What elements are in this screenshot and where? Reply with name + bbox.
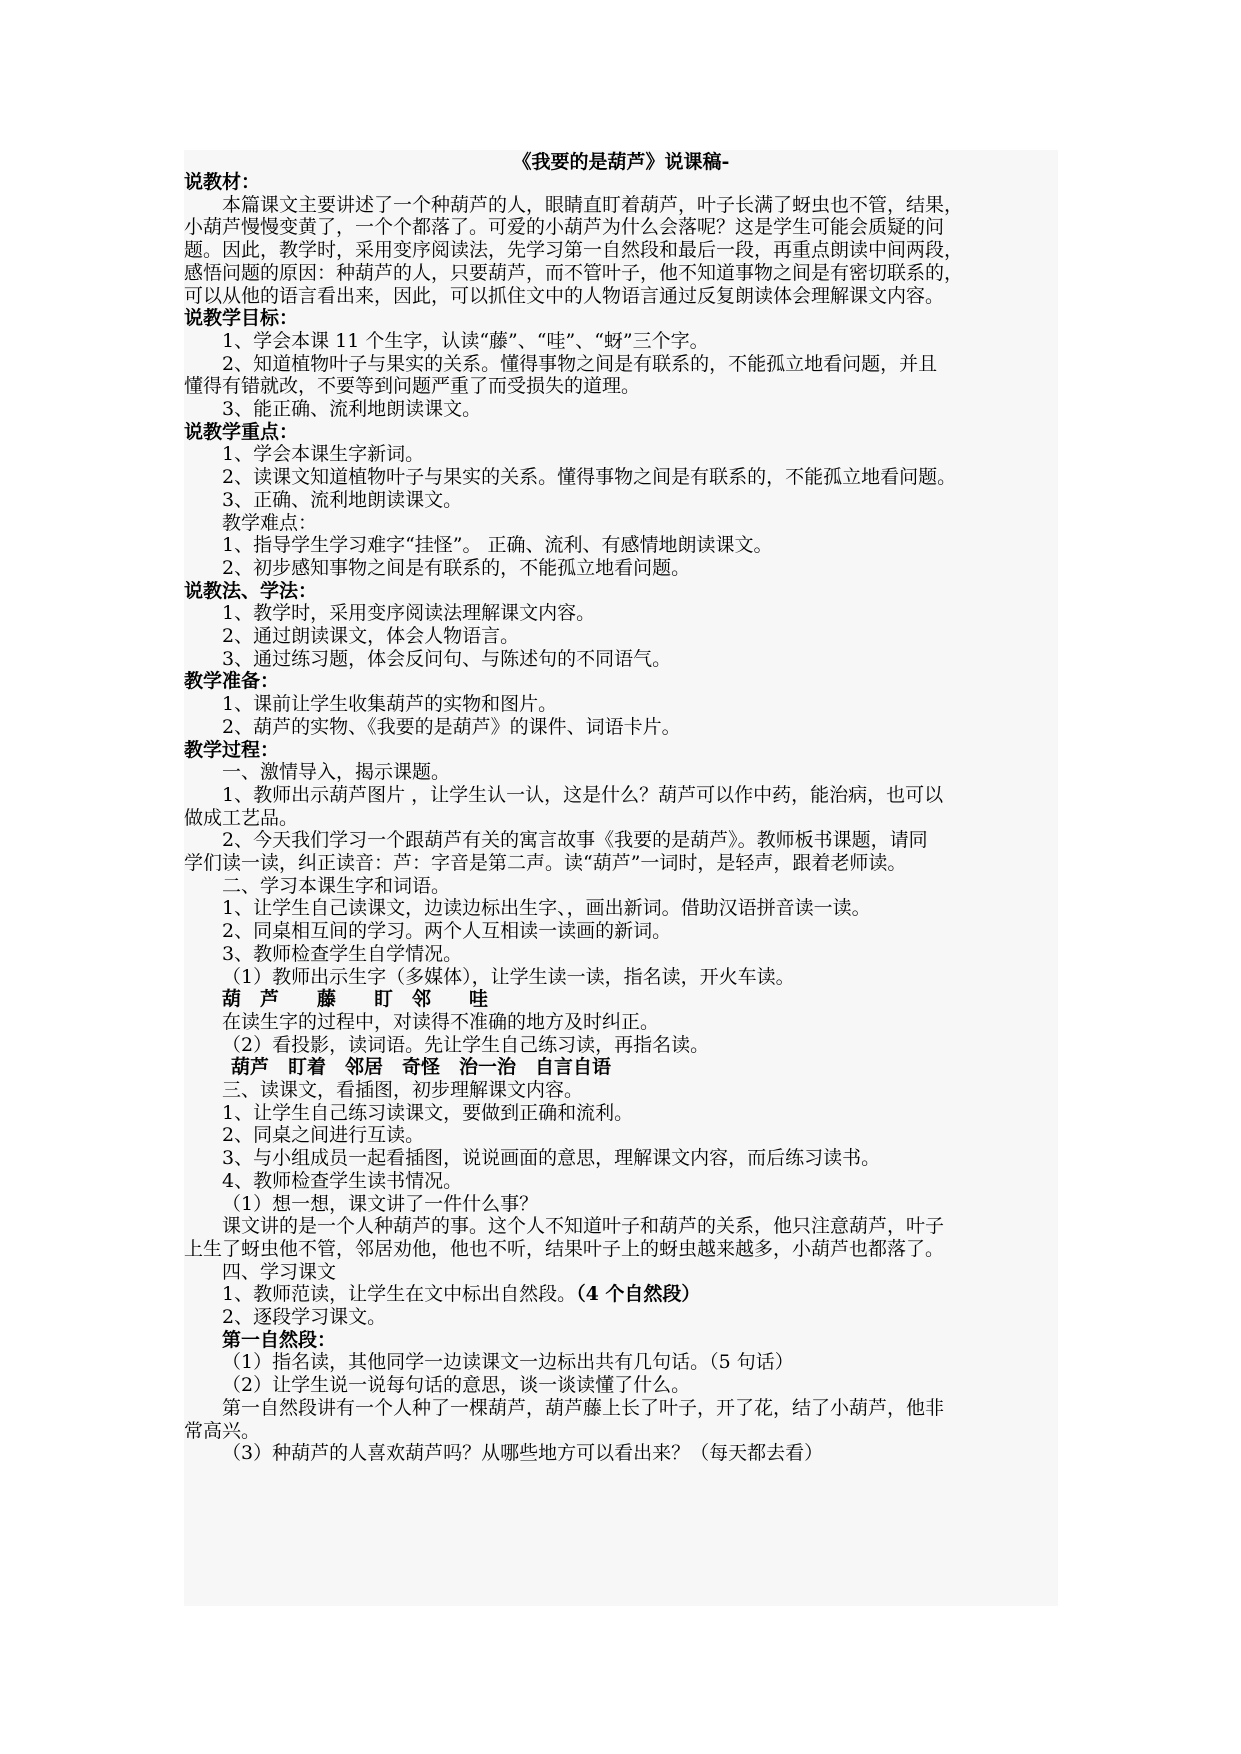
line-text: 说教法、学法： [184, 579, 318, 602]
paragraph-line [184, 1237, 1058, 1261]
line-text: 1、学会本课 11 个生字，认读“藤”、“哇”、“蚜”三个字。 [222, 329, 709, 352]
line-text: 2、通过朗读课文，体会人物语言。 [222, 625, 520, 647]
line-text: 3、通过练习题，体会反问句、与陈述句的不同语气。 [222, 647, 672, 670]
paragraph-line [184, 1169, 1058, 1193]
line-text: 葫芦 盯着 邻居 奇怪 治一治 自言自语 [231, 1056, 612, 1079]
paragraph-line [184, 261, 1058, 285]
line-text: 2、逐段学习课文。 [222, 1306, 387, 1328]
paragraph-line [184, 1419, 1058, 1443]
document-page [184, 150, 1058, 1606]
line-text: 2、同桌之间进行互读。 [222, 1124, 425, 1147]
paragraph-line [184, 1123, 1058, 1147]
line-text: （3）种葫芦的人喜欢葫芦吗？从哪些地方可以看出来？（每天都去看） [222, 1442, 824, 1465]
paragraph-line [184, 374, 1058, 398]
line-text: 3、教师检查学生自学情况。 [222, 942, 463, 965]
paragraph-line [184, 284, 1058, 308]
line-text: 1、教学时，采用变序阅读法理解课文内容。 [222, 602, 596, 625]
paragraph-line [184, 692, 1058, 716]
line-text: 感悟问题的原因：种葫芦的人，只要葫芦，而不管叶子，他不知道事物之间是有密切联系的， [184, 261, 964, 284]
paragraph-line [184, 715, 1058, 739]
line-text: 2、同桌相互间的学习。两个人互相读一读画的新词。 [222, 920, 672, 943]
line-text: 题。因此，教学时，采用变序阅读法，先学习第一自然段和最后一段，再重点朗读中间两段， [184, 239, 964, 262]
line-text: 四、学习课文 [222, 1260, 337, 1283]
paragraph-line [184, 942, 1058, 966]
section-heading [184, 738, 1058, 762]
paragraph-line [184, 896, 1058, 920]
line-text: 上生了蚜虫他不管，邻居劝他，他也不听，结果叶子上的蚜虫越来越多，小葫芦也都落了。 [184, 1237, 945, 1260]
bold-word-list [184, 1055, 1058, 1079]
line-text: 小葫芦慢慢变黄了，一个个都落了。可爱的小葫芦为什么会落呢？这是学生可能会质疑的问 [184, 216, 945, 239]
line-text: 1、学会本课生字新词。 [222, 443, 425, 466]
line-text: 说教学目标： [184, 307, 299, 330]
line-text: （2）看投影，读词语。先让学生自己练习读，再指名读。 [222, 1033, 710, 1056]
paragraph-line [184, 874, 1058, 898]
paragraph-line [184, 329, 1058, 353]
line-text: 1、让学生自己读课文，边读边标出生字、，画出新词。借助汉语拼音读一读。 [222, 897, 871, 920]
line-text: 3、能正确、流利地朗读课文。 [222, 398, 482, 420]
paragraph-line [184, 965, 1058, 989]
line-text: 说教学重点： [184, 420, 299, 443]
bold-annotation: （4 个自然段） [576, 1283, 701, 1306]
paragraph-line [184, 1282, 1058, 1306]
paragraph-line [184, 238, 1058, 262]
paragraph-line [184, 1101, 1058, 1125]
line-text: 1、让学生自己练习读课文，要做到正确和流利。 [222, 1101, 634, 1124]
paragraph-line [184, 1350, 1058, 1374]
paragraph-line [184, 215, 1058, 239]
paragraph-line [184, 647, 1058, 671]
section-heading [184, 669, 1058, 693]
line-text: 学们读一读，纠正读音：芦：字音是第二声。读“葫芦”一词时，是轻声，跟着老师读。 [184, 852, 907, 874]
line-text: 1、教师范读，让学生在文中标出自然段。 [222, 1283, 577, 1306]
line-text: 可以从他的语言看出来，因此，可以抓住文中的人物语言通过反复朗读体会理解课文内容。 [184, 284, 945, 307]
paragraph-line [184, 1146, 1058, 1170]
line-text: 4、教师检查学生读书情况。 [222, 1169, 463, 1192]
bold-line [184, 1328, 1058, 1352]
line-text: 1、课前让学生收集葫芦的实物和图片。 [222, 693, 558, 716]
paragraph-line [184, 1033, 1058, 1057]
paragraph-line [184, 806, 1058, 830]
bold-line [184, 987, 1058, 1011]
line-text: 教学难点： [222, 511, 318, 534]
line-text: 教学过程： [184, 738, 280, 761]
paragraph-line [184, 760, 1058, 784]
line-text: 课文讲的是一个人种葫芦的事。这个人不知道叶子和葫芦的关系，他只注意葫芦，叶子 [222, 1215, 945, 1238]
line-text: 3、与小组成员一起看插图，说说画面的意思，理解课文内容，而后练习读书。 [222, 1147, 881, 1170]
line-text: （1）想一想，课文讲了一件什么事？ [222, 1192, 539, 1215]
line-text: 常高兴。 [184, 1419, 261, 1442]
line-text: 本篇课文主要讲述了一个种葫芦的人，眼睛直盯着葫芦，叶子长满了蚜虫也不管，结果， [222, 193, 964, 216]
line-text: 1、指导学生学习难字“挂怪”。 正确、流利、有感情地朗读课文。 [222, 534, 773, 557]
paragraph-line [184, 533, 1058, 557]
line-text: 1、教师出示葫芦图片 ，让学生认一认，这是什么？葫芦可以作中药，能治病，也可以 [222, 783, 944, 806]
paragraph-line [184, 919, 1058, 943]
paragraph-line [184, 1214, 1058, 1238]
line-text: 2、读课文知道植物叶子与果实的关系。懂得事物之间是有联系的，不能孤立地看问题。 [222, 466, 957, 489]
section-heading [184, 306, 1058, 330]
paragraph-line [184, 783, 1058, 807]
paragraph-line [184, 828, 1058, 852]
line-text: 第一自然段： [222, 1328, 337, 1351]
paragraph-line [184, 1396, 1058, 1420]
paragraph-line [184, 1305, 1058, 1329]
line-text: 做成工艺品。 [184, 806, 299, 829]
paragraph-line [184, 352, 1058, 376]
line-text: （1）教师出示生字（多媒体），让学生读一读，指名读，开火车读。 [222, 965, 795, 988]
section-heading [184, 420, 1058, 444]
paragraph-line [184, 442, 1058, 466]
paragraph-line [184, 601, 1058, 625]
paragraph-line [184, 465, 1058, 489]
line-text: 第一自然段讲有一个人种了一棵葫芦，葫芦藤上长了叶子，开了花，结了小葫芦，他非 [222, 1396, 945, 1419]
line-text: 三、读课文，看插图，初步理解课文内容。 [222, 1079, 584, 1101]
line-text: 一、激情导入，揭示课题。 [222, 761, 451, 784]
line-text: 2、今天我们学习一个跟葫芦有关的寓言故事《我要的是葫芦》。教师板书课题，请同 [222, 829, 928, 852]
paragraph-line [184, 511, 1058, 535]
paragraph-line [184, 1010, 1058, 1034]
line-text: 懂得有错就改，不要等到问题严重了而受损失的道理。 [184, 375, 641, 398]
line-text: （2）让学生说一说每句话的意思，谈一谈读懂了什么。 [222, 1374, 691, 1397]
line-text: （1）指名读，其他同学一边读课文一边标出共有几句话。（5 句话） [222, 1351, 794, 1374]
paragraph-line [184, 1373, 1058, 1397]
line-text: 2、初步感知事物之间是有联系的，不能孤立地看问题。 [222, 556, 691, 579]
line-text: 葫 芦 藤 盯 邻 哇 [222, 988, 489, 1011]
paragraph-line [184, 1441, 1058, 1465]
paragraph-line [184, 1192, 1058, 1216]
line-text: 在读生字的过程中，对读得不准确的地方及时纠正。 [222, 1010, 660, 1033]
paragraph-line [184, 193, 1058, 217]
line-text: 2、葫芦的实物、《我要的是葫芦》的课件、词语卡片。 [222, 715, 681, 738]
section-heading [184, 579, 1058, 603]
paragraph-line [184, 624, 1058, 648]
line-text: 2、知道植物叶子与果实的关系。懂得事物之间是有联系的，不能孤立地看问题，并且 [222, 352, 938, 375]
paragraph-line [184, 397, 1058, 421]
paragraph-line [184, 1260, 1058, 1284]
section-heading [184, 170, 1058, 194]
paragraph-line [184, 556, 1058, 580]
paragraph-line [184, 488, 1058, 512]
line-text: 3、正确、流利地朗读课文。 [222, 488, 463, 511]
line-text: 教学准备： [184, 670, 280, 693]
line-text: 说教材： [184, 171, 261, 193]
paragraph-line [184, 1078, 1058, 1102]
paragraph-line [184, 851, 1058, 875]
document-title: 《我要的是葫芦》说课稿- [512, 151, 730, 173]
line-text: 二、学习本课生字和词语。 [222, 874, 451, 897]
